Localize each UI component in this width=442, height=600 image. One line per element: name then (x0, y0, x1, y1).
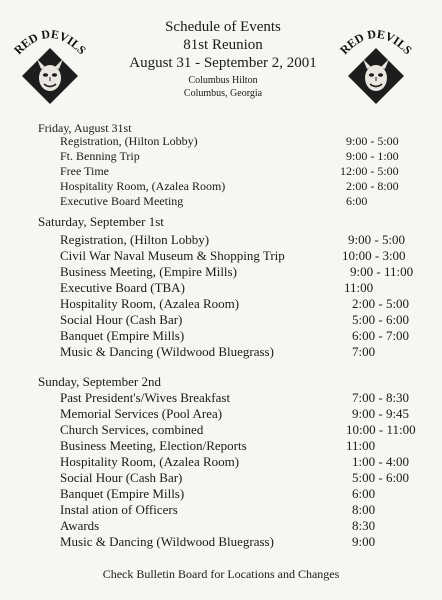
schedule-row (60, 470, 440, 486)
event-time: 9:00 - 9:45 (352, 406, 410, 421)
schedule-row (60, 248, 440, 264)
schedule-row (60, 312, 440, 328)
event-time: 7:00 (352, 344, 376, 359)
event-name: Memorial Services (Pool Area) (60, 406, 223, 421)
schedule-row (60, 134, 440, 149)
event-time: 7:00 - 8:30 (352, 390, 410, 405)
red-devils-logo-right (336, 20, 416, 104)
event-time: 2:00 - 8:00 (346, 179, 399, 193)
event-time: 6:00 - 7:00 (352, 328, 410, 343)
event-name: Business Meeting, (Empire Mills) (60, 264, 237, 279)
event-name: Instal ation of Officers (60, 502, 178, 517)
schedule-row (60, 280, 440, 296)
schedule-row (60, 194, 440, 209)
schedule-row (60, 296, 440, 312)
event-time: 10:00 - 3:00 (342, 248, 406, 263)
event-name: Free Time (60, 164, 110, 178)
event-name: Civil War Naval Museum & Shopping Trip (60, 248, 285, 263)
svg-text:RED DEVILS: RED DEVILS (11, 26, 89, 58)
event-name: Registration, (Hilton Lobby) (60, 134, 198, 148)
schedule-row (60, 179, 440, 194)
day-title: Friday, August 31st (38, 121, 132, 135)
event-name: Music & Dancing (Wildwood Bluegrass) (60, 534, 274, 549)
schedule-row (60, 264, 440, 280)
event-time: 1:00 - 4:00 (352, 454, 410, 469)
event-time: 9:00 - 5:00 (346, 134, 399, 148)
event-time: 11:00 (346, 438, 376, 453)
event-time: 12:00 - 5:00 (340, 164, 399, 178)
schedule-row (60, 164, 440, 179)
schedule-row (60, 438, 440, 454)
event-time: 8:30 (352, 518, 376, 533)
day-title: Saturday, September 1st (38, 214, 164, 229)
schedule-row (60, 454, 440, 470)
event-time: 6:00 (352, 486, 376, 501)
event-time: 9:00 - 11:00 (350, 264, 414, 279)
event-name: Social Hour (Cash Bar) (60, 470, 183, 485)
event-time: 11:00 (344, 280, 374, 295)
event-name: Banquet (Empire Mills) (60, 486, 185, 501)
event-name: Hospitality Room, (Azalea Room) (60, 454, 240, 469)
event-name: Registration, (Hilton Lobby) (60, 232, 210, 247)
svg-text:RED DEVILS: RED DEVILS (337, 26, 415, 58)
page-title: Schedule of Events (165, 19, 281, 35)
schedule-row (60, 422, 440, 438)
event-name: Church Services, combined (60, 422, 204, 437)
event-name: Executive Board (TBA) (60, 280, 185, 295)
event-time: 8:00 (352, 502, 376, 517)
reunion-title: 81st Reunion (183, 37, 263, 53)
event-time: 5:00 - 6:00 (352, 470, 410, 485)
event-time: 9:00 - 5:00 (348, 232, 406, 247)
event-name: Ft. Benning Trip (60, 149, 140, 163)
event-time: 10:00 - 11:00 (346, 422, 416, 437)
event-name: Past President's/Wives Breakfast (60, 390, 231, 405)
venue-name: Columbus Hilton (188, 75, 258, 86)
schedule-row (60, 328, 440, 344)
event-time: 2:00 - 5:00 (352, 296, 410, 311)
venue-city: Columbus, Georgia (183, 88, 263, 99)
event-time: 5:00 - 6:00 (352, 312, 410, 327)
schedule-row (60, 390, 440, 406)
footer-note: Check Bulletin Board for Locations and Changes (102, 567, 340, 581)
event-time: 9:00 - 1:00 (346, 149, 399, 163)
reunion-dates: August 31 - September 2, 2001 (129, 55, 317, 71)
event-name: Hospitality Room, (Azalea Room) (60, 179, 226, 193)
schedule-row (60, 344, 440, 360)
event-name: Hospitality Room, (Azalea Room) (60, 296, 240, 311)
day-title: Sunday, September 2nd (38, 374, 161, 389)
event-name: Banquet (Empire Mills) (60, 328, 185, 343)
schedule-row (60, 486, 440, 502)
event-name: Business Meeting, Election/Reports (60, 438, 247, 453)
event-time: 9:00 (352, 534, 376, 549)
schedule-row (60, 534, 440, 550)
red-devils-logo-left (10, 20, 90, 104)
schedule-row (60, 502, 440, 518)
event-time: 6:00 (346, 194, 368, 208)
event-name: Social Hour (Cash Bar) (60, 312, 183, 327)
event-name: Awards (60, 518, 100, 533)
schedule-row (60, 149, 440, 164)
schedule-row (60, 232, 440, 248)
schedule-row (60, 406, 440, 422)
event-name: Music & Dancing (Wildwood Bluegrass) (60, 344, 274, 359)
schedule-row (60, 518, 440, 534)
event-name: Executive Board Meeting (60, 194, 184, 208)
schedule-header (100, 18, 346, 100)
